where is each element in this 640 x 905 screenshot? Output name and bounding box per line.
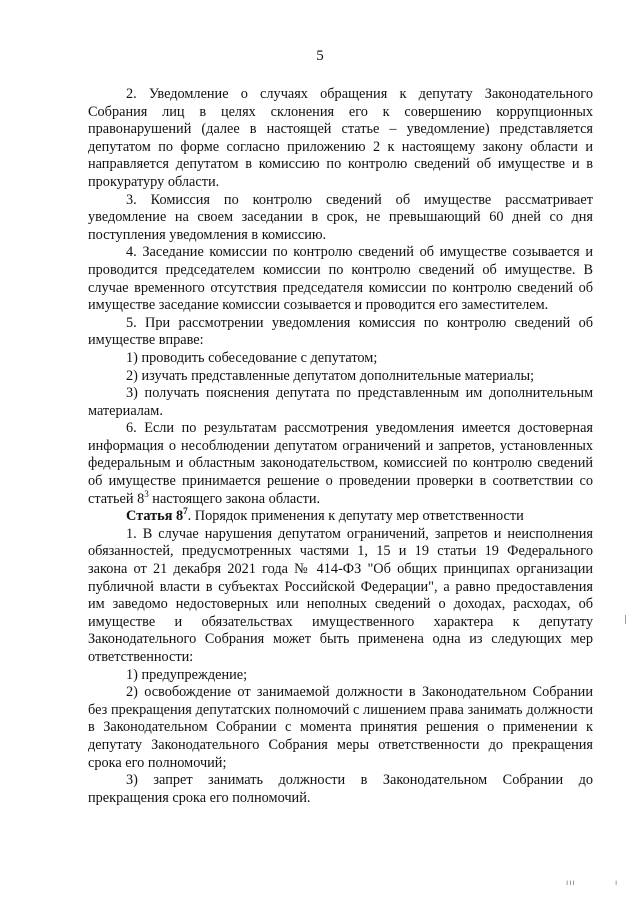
scan-mark-bottom-left: ııı [566,878,576,887]
article-item-3: 3) запрет занимать должности в Законодательном Собрании до прекращения срока его полномочий. [88,772,593,806]
article-title: . Порядок применения к депутату мер ответственности [187,508,524,525]
page-number: 5 [316,48,324,64]
paragraph-2: 2. Уведомление о случаях обращения к депутату Законодательного Собрания лиц в целях склонения его к совершению коррупционных правонарушений (далее в настоящей статье – уведомление) представляется депутатом по форме согласно приложению 2 к настоящему закону области и направляется депутатом в комиссию по контролю сведений об имуществе и в прокуратуру области. [88,86,593,190]
paragraph-6-text: 6. Если по результатам рассмотрения уведомления имеется достоверная информация о несоблюдении депутатом ограничений и запретов, установленных федеральным и областным законодательством, комиссией по контролю сведений об имуществе принимается решение о проведении проверки в соответствии со статьей 8 [88,420,593,507]
article-heading [88,508,593,526]
paragraph-5: 5. При рассмотрении уведомления комиссия по контролю сведений об имуществе вправе: [88,314,593,349]
article-paragraph-1: 1. В случае нарушения депутатом ограничений, запретов и неисполнения обязанностей, предусмотренных частями 1, 15 и 19 статьи 19 Федерального закона от 21 декабря 2021 года № 414-ФЗ "Об общих принципах организации публичной власти в субъектах Российской Федерации", а равно предоставления им заведомо недостоверных или неполных сведений о доходах, расходах, об имуществе и обязательствах имущественного характера к депутату Законодательного Собрания может быть применена одна из следующих мер ответственности: [88,525,593,665]
scan-margin-mark [625,615,626,624]
paragraph-5-item-3: 3) получать пояснения депутата по представленным им дополнительным материалам. [88,385,593,419]
article-number: Статья 8 [126,508,184,525]
article-label [126,508,188,524]
article-item-1: 1) предупреждение; [126,666,248,683]
scan-mark-bottom-right: ı [615,878,619,887]
paragraph-4: 4. Заседание комиссии по контролю сведений об имуществе созывается и проводится председателем комиссии по контролю сведений об имуществе. В случае временного отсутствия председателя комиссии по контролю сведений об имуществе заседание комиссии созывается и проводится его заместителем. [88,244,593,314]
paragraph-5-item-2: 2) изучать представленные депутатом дополнительные материалы; [126,367,535,384]
document-body [88,86,593,807]
paragraph-5-item-1: 1) проводить собеседование с депутатом; [126,349,378,366]
paragraph-3: 3. Комиссия по контролю сведений об имуществе рассматривает уведомление на своем заседании в срок, не превышающий 60 дней со дня поступления уведомления в комиссию. [88,191,593,243]
article-superscript: 7 [183,506,188,517]
paragraph-6-text-end: настоящего закона области. [148,490,321,507]
paragraph-6-superscript: 3 [144,488,149,499]
article-item-2: 2) освобождение от занимаемой должности в Законодательном Собрании без прекращения депутатских полномочий с лишением права занимать должности в Законодательном Собрании с момента принятия решения о применении к депутату Законодательного Собрания меры ответственности до прекращения срока его полномочий; [88,684,593,771]
paragraph-6 [88,420,593,508]
